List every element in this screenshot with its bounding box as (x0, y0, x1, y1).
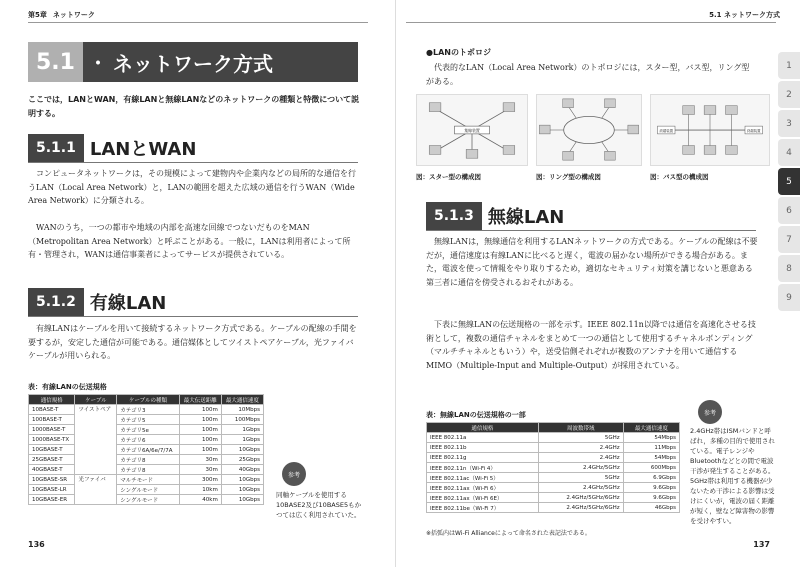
section-number: 5.1.3 (426, 202, 482, 230)
cable-group: 光ファイバ (75, 475, 117, 505)
table-cell: カテゴリ6 (117, 435, 179, 445)
table-cell: シングルモード (117, 485, 179, 495)
table-cell: カテゴリ5 (117, 415, 179, 425)
section-5-1-3-paragraph-2: 下表に無線LANの伝送規格の一部を示す。IEEE 802.11n以降では通信を高速化させる技術として，複数の通信チャネルをまとめて一つの通信として使用するチャネルボンディング（マルチチャネルともいう）や，送受信側それぞれが複数のアンテナを用いて通信するMIMO（Multiple-Input and Multiple-Output）が採用されている。 (426, 320, 756, 370)
table-cell: 46Gbps (623, 503, 679, 513)
section-rule (28, 316, 358, 317)
table-row (29, 495, 264, 505)
table-cell: 9.6Gbps (623, 483, 679, 493)
table-cell: 40Gbps (221, 465, 263, 475)
running-head-rule (406, 22, 776, 23)
intro-text: ここでは，LANとWAN，有線LANと無線LANなどのネットワークの種類と特徴について説明する。 (28, 95, 360, 118)
table-row (427, 433, 680, 443)
table-cell: 10BASE-T (29, 405, 75, 415)
chapter-tab-8[interactable]: 8 (778, 255, 800, 282)
wireless-table-caption: 表：無線LANの伝送規格の一部 (426, 411, 526, 419)
table-header: ケーブルの種類 (117, 395, 179, 405)
chapter-dot: ・ (86, 51, 109, 77)
table-cell: 10Gbps (221, 495, 263, 505)
table-cell: 1000BASE-T (29, 425, 75, 435)
svg-text:終端装置: 終端装置 (746, 128, 761, 133)
table-row (29, 405, 264, 415)
table-cell: 11Mbps (623, 443, 679, 453)
section-number: 5.1.1 (28, 134, 84, 162)
table-cell: 100m (179, 445, 221, 455)
table-row (427, 503, 680, 513)
reference-icon: 参考 (282, 462, 306, 486)
section-5-1-2-paragraph-1: 有線LANはケーブルを用いて接続するネットワーク方式である。ケーブルの配線の手間を要するが，安定した通信が可能である。通信媒体としてツイストペアケーブル，光ファイバケーブルが用いられる。 (28, 324, 357, 360)
svg-text:終端装置: 終端装置 (659, 128, 674, 133)
table-row (29, 465, 264, 475)
table-row (427, 463, 680, 473)
page-number-right: 137 (753, 540, 770, 549)
table-cell: 2.4GHz (538, 453, 623, 463)
table-row (29, 425, 264, 435)
table-header: 最大通信速度 (623, 423, 679, 433)
wireless-table-footnote: ※括弧内はWi-Fi Allianceによって命名された表記法である。 (426, 530, 591, 537)
section-title: 無線LAN (487, 207, 565, 228)
chapter-tab-3[interactable]: 3 (778, 110, 800, 137)
reference-note: 2.4GHz帯はISMバンドと呼ばれ，多種の目的で使用されている。電子レンジやBluetoothなどとの間で電波干渉が発生することがある。5GHz帯は利用する機器が少ないため干渉による影響は受けにくいが，電波の届く距離が短く，壁など障害物の影響を受けやすい。 (690, 427, 775, 525)
section-5-1-1-paragraph-1: コンピュータネットワークは，その規模によって建物内や企業内などの局所的な通信を行うLAN（Local Area Network）と，LANの範囲を超えた広域の通信を行うWAN（Wide Area Network）に分類される。 (28, 169, 356, 205)
table-row (29, 455, 264, 465)
reference-icon: 参考 (698, 400, 722, 424)
table-cell: IEEE 802.11b (427, 443, 539, 453)
table-cell: マルチモード (117, 475, 179, 485)
table-cell: 100m (179, 415, 221, 425)
table-cell: IEEE 802.11a (427, 433, 539, 443)
section-rule (426, 230, 756, 231)
table-cell: IEEE 802.11n（Wi-Fi 4） (427, 463, 539, 473)
running-head-right (709, 10, 780, 20)
ring-diagram-caption: 図：リング型の構成図 (536, 173, 601, 181)
table-cell: IEEE 802.11g (427, 453, 539, 463)
table-cell: 10Gbps (221, 485, 263, 495)
table-cell: 10Gbps (221, 445, 263, 455)
page-number-left: 136 (28, 540, 45, 549)
table-cell: 10GBASE-T (29, 445, 75, 455)
table-cell: 6.9Gbps (623, 473, 679, 483)
running-head-section: 5.1 ネットワーク方式 (709, 11, 780, 19)
table-cell: 100Mbps (221, 415, 263, 425)
running-head-left (28, 10, 95, 20)
section-5-1-1-heading (28, 134, 196, 162)
table-cell: 40GBASE-T (29, 465, 75, 475)
running-head-chapter: 第5章 (28, 11, 47, 19)
table-row (427, 493, 680, 503)
table-cell: 100BASE-T (29, 415, 75, 425)
table-row (29, 485, 264, 495)
chapter-tab-9[interactable]: 9 (778, 284, 800, 311)
table-cell: 10GBASE-LR (29, 485, 75, 495)
section-title: LANとWAN (89, 139, 197, 160)
table-cell: カテゴリ6A/6e/7/7A (117, 445, 179, 455)
table-cell: 1Gbps (221, 425, 263, 435)
section-5-1-2-heading (28, 288, 166, 316)
table-cell: 25GBASE-T (29, 455, 75, 465)
table-cell: カテゴリ5e (117, 425, 179, 435)
chapter-tab-5[interactable]: 5 (778, 168, 800, 195)
table-row (29, 475, 264, 485)
table-cell: 100m (179, 435, 221, 445)
topology-heading: ●LANのトポロジ (426, 48, 491, 57)
running-head-rule (28, 22, 368, 23)
table-cell: 10Gbps (221, 475, 263, 485)
section-5-1-1-paragraph-2: WANのうち，一つの都市や地域の内部を高速な回線でつないだものをMAN（Metropolitan Area Network）と呼ぶことがある。一般に，LANは利用者によって所有・管理され，WANは通信事業者によってサービスが提供されている。 (28, 223, 351, 259)
table-row (427, 453, 680, 463)
cable-group: ツイストペア (75, 405, 117, 475)
table-cell: 54Mbps (623, 433, 679, 443)
table-row (29, 445, 264, 455)
table-cell: 5GHz (538, 433, 623, 443)
table-row (427, 483, 680, 493)
table-cell: 2.4GHz (538, 443, 623, 453)
chapter-tab-6[interactable]: 6 (778, 197, 800, 224)
table-cell: IEEE 802.11ac（Wi-Fi 5） (427, 473, 539, 483)
table-header: 通信規格 (29, 395, 75, 405)
table-cell: 10GBASE-ER (29, 495, 75, 505)
table-row (29, 415, 264, 425)
table-cell: 2.4GHz/5GHz (538, 463, 623, 473)
table-cell: 10km (179, 485, 221, 495)
table-cell: カテゴリ8 (117, 455, 179, 465)
table-cell: 1Gbps (221, 435, 263, 445)
running-head-title: ネットワーク (52, 11, 95, 19)
section-5-1-3-paragraph-1: 無線LANは，無線通信を利用するLANネットワークの方式である。ケーブルの配線は不要だが，通信速度は有線LANに比べると遅く，電波の届かない場所ができる場合がある。また，電波を使って情報をやり取りするため，適切なセキュリティ対策を講じないと悪意ある第三者に通信を傍受されるおそれがある。 (426, 237, 758, 287)
table-cell: カテゴリ8 (117, 465, 179, 475)
chapter-title: ネットワーク方式 (113, 51, 273, 76)
table-row (29, 435, 264, 445)
table-row (427, 473, 680, 483)
star-topology-diagram (416, 94, 528, 166)
left-page (0, 0, 396, 567)
table-cell: 30m (179, 465, 221, 475)
section-number: 5.1.2 (28, 288, 84, 316)
table-cell: 2.4GHz/5GHz (538, 483, 623, 493)
ring-topology-diagram (536, 94, 642, 166)
star-diagram-caption: 図：スター型の構成図 (416, 173, 481, 181)
right-page (398, 0, 800, 567)
table-header: 周波数帯域 (538, 423, 623, 433)
wired-lan-table (28, 394, 264, 505)
table-header: ケーブル (75, 395, 117, 405)
table-cell: 10Mbps (221, 405, 263, 415)
wireless-lan-table (426, 422, 680, 513)
topology-text: 代表的なLAN（Local Area Network）のトポロジには，スター型，バス型，リング型がある。 (426, 63, 750, 86)
table-cell: IEEE 802.11ax（Wi-Fi 6E） (427, 493, 539, 503)
table-cell: 54Mbps (623, 453, 679, 463)
chapter-tabs (778, 52, 800, 313)
table-cell: 10GBASE-SR (29, 475, 75, 485)
table-cell: シングルモード (117, 495, 179, 505)
table-cell: 100m (179, 425, 221, 435)
section-title: 有線LAN (89, 293, 167, 314)
table-cell: IEEE 802.11be（Wi-Fi 7） (427, 503, 539, 513)
section-5-1-3-heading (426, 202, 564, 230)
table-header: 最大通信速度 (221, 395, 263, 405)
table-cell: 25Gbps (221, 455, 263, 465)
reference-note: 同軸ケーブルを使用する10BASE2及び10BASE5もかつては広く利用されていた。 (276, 491, 362, 519)
chapter-tab-7[interactable]: 7 (778, 226, 800, 253)
table-cell: 2.4GHz/5GHz/6GHz (538, 503, 623, 513)
table-cell: 100m (179, 405, 221, 415)
chapter-heading (28, 42, 358, 82)
table-cell: 600Mbps (623, 463, 679, 473)
table-header: 最大伝送距離 (179, 395, 221, 405)
table-header: 通信規格 (427, 423, 539, 433)
chapter-tab-1[interactable]: 1 (778, 52, 800, 79)
table-row (427, 443, 680, 453)
chapter-tab-2[interactable]: 2 (778, 81, 800, 108)
table-cell: 2.4GHz/5GHz/6GHz (538, 493, 623, 503)
bus-diagram-caption: 図：バス型の構成図 (650, 173, 709, 181)
wired-table-caption: 表：有線LANの伝送規格 (28, 383, 107, 391)
table-cell: 40km (179, 495, 221, 505)
chapter-tab-4[interactable]: 4 (778, 139, 800, 166)
table-cell: カテゴリ3 (117, 405, 179, 415)
table-cell: 1000BASE-TX (29, 435, 75, 445)
section-rule (28, 162, 358, 163)
svg-text:集線装置: 集線装置 (464, 127, 480, 133)
table-cell: 9.6Gbps (623, 493, 679, 503)
chapter-number: 5.1 (28, 42, 83, 82)
table-cell: 5GHz (538, 473, 623, 483)
table-cell: IEEE 802.11ax（Wi-Fi 6） (427, 483, 539, 493)
table-cell: 300m (179, 475, 221, 485)
bus-topology-diagram (650, 94, 770, 166)
table-cell: 30m (179, 455, 221, 465)
